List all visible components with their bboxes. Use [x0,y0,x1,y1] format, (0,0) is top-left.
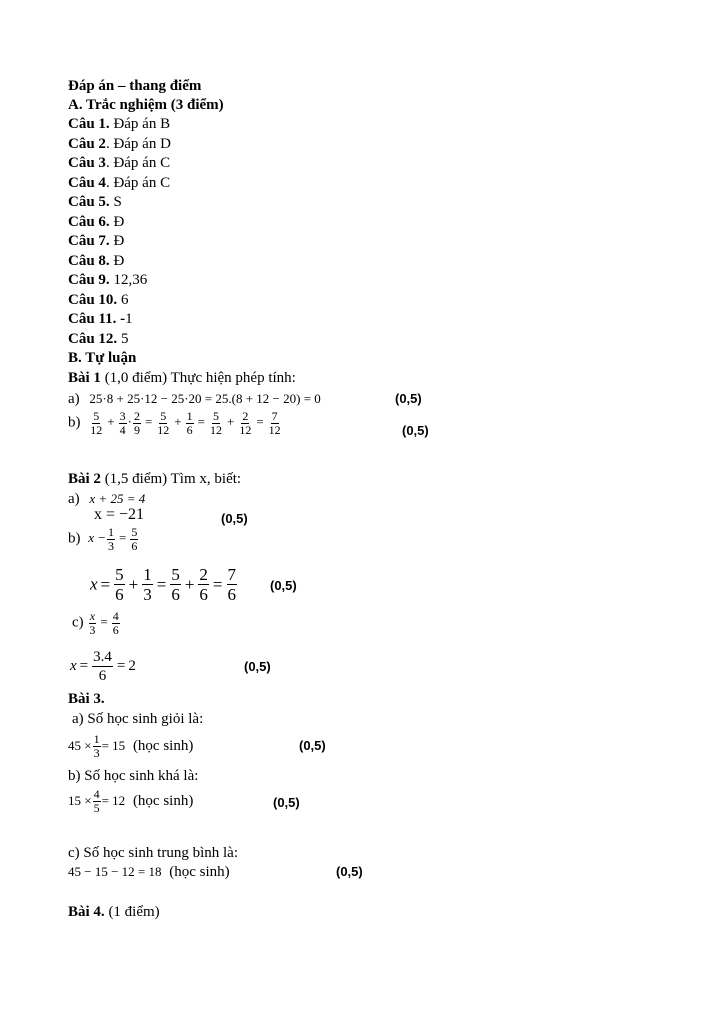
bai4-heading: Bài 4. (1 điểm) [68,904,160,920]
score-badge: (0,5) [402,423,429,438]
bai3-b-text: b) Số học sinh khá là: [68,768,199,784]
bai2-part-c: c) $\frac{x}{3}$ = $\frac{4}{6}$ [72,609,119,637]
mc-answer: Câu 8. Đ [68,253,125,269]
bai2-b-equation: x − $\frac{1}{3}$ = $\frac{5}{6}$ [88,525,138,553]
bai3-a-text: a) Số học sinh giỏi là: [72,711,204,727]
mc-answer: Câu 4. Đáp án C [68,175,171,191]
bai2-a-equation: x + 25 = 4 [89,491,146,506]
mc-answer: Câu 12. 5 [68,331,129,347]
bai3-b-calc: 15 × $\frac{4}{5}$ = 12 (học sinh) [68,787,194,815]
bai2-part-b: b) x − $\frac{1}{3}$ = $\frac{5}{6}$ [68,525,138,553]
bai2-heading: Bài 2 (1,5 điểm) Tìm x, biết: [68,471,242,487]
mc-answer: Câu 3. Đáp án C [68,155,171,171]
bai2-c-equation: $\frac{x}{3}$ = $\frac{4}{6}$ [89,609,119,637]
bai3-c-calc: 45 − 15 − 12 = 18 (học sinh) [68,864,230,880]
bai3-heading: Bài 3. [68,691,105,707]
bai2-part-a: a) x + 25 = 4 [68,491,146,507]
mc-answer: Câu 7. Đ [68,233,125,249]
score-badge: (0,5) [299,738,326,753]
mc-answer: Câu 10. 6 [68,292,129,308]
score-badge: (0,5) [244,659,271,674]
bai2-b-result: x = $\frac{5}{6}$ + $\frac{1}{3}$ = $\frac{5}{6}$ + $\frac{2}{6}$ = $\frac{7}{6}$ [90,565,237,604]
score-badge: (0,5) [395,391,422,406]
bai1-part-a: a) 25·8 + 25·12 − 25·20 = 25.(8 + 12 − 20) = 0 [68,391,321,407]
score-badge: (0,5) [221,511,248,526]
mc-answer: Câu 5. S [68,194,122,210]
mc-answer: Câu 11. -1 [68,311,133,327]
mc-answer: Câu 1. Đáp án B [68,116,171,132]
bai1-part-b: b) $\frac{5}{12}$ + $\frac{3}{4}$ · $\frac{2}{9}$ = $\frac{5}{12}$ + $\frac{1}{6}$ = $\frac{5}{12}$ + $\frac{2}{12}$ = $\frac{7}{12}$ [68,409,281,437]
bai1-a-expression: 25·8 + 25·12 − 25·20 = 25.(8 + 12 − 20) = 0 [89,391,321,406]
mc-answer: Câu 9. 12,36 [68,272,148,288]
section-a-heading: A. Trắc nghiệm (3 điểm) [68,97,224,113]
bai1-b-expression: $\frac{5}{12}$ + $\frac{3}{4}$ · $\frac{2}{9}$ = $\frac{5}{12}$ + $\frac{1}{6}$ = $\frac{5}{12}$ + $\frac{2}{12}$ = $\frac{7}{12}$ [90,409,281,437]
mc-answer: Câu 2. Đáp án D [68,136,171,152]
score-badge: (0,5) [336,864,363,879]
bai2-c-result: x = $\frac{3.4}{6}$ = 2 [70,649,136,684]
answer-key-title: Đáp án – thang điểm [68,78,202,94]
score-badge: (0,5) [270,578,297,593]
mc-answer: Câu 6. Đ [68,214,125,230]
section-b-heading: B. Tự luận [68,350,137,366]
bai1-heading: Bài 1 (1,0 điểm) Thực hiện phép tính: [68,370,296,386]
bai3-a-calc: 45 × $\frac{1}{3}$ = 15 (học sinh) [68,732,194,760]
score-badge: (0,5) [273,795,300,810]
bai3-c-text: c) Số học sinh trung bình là: [68,845,238,861]
bai2-a-result: x = −21 [94,506,145,523]
